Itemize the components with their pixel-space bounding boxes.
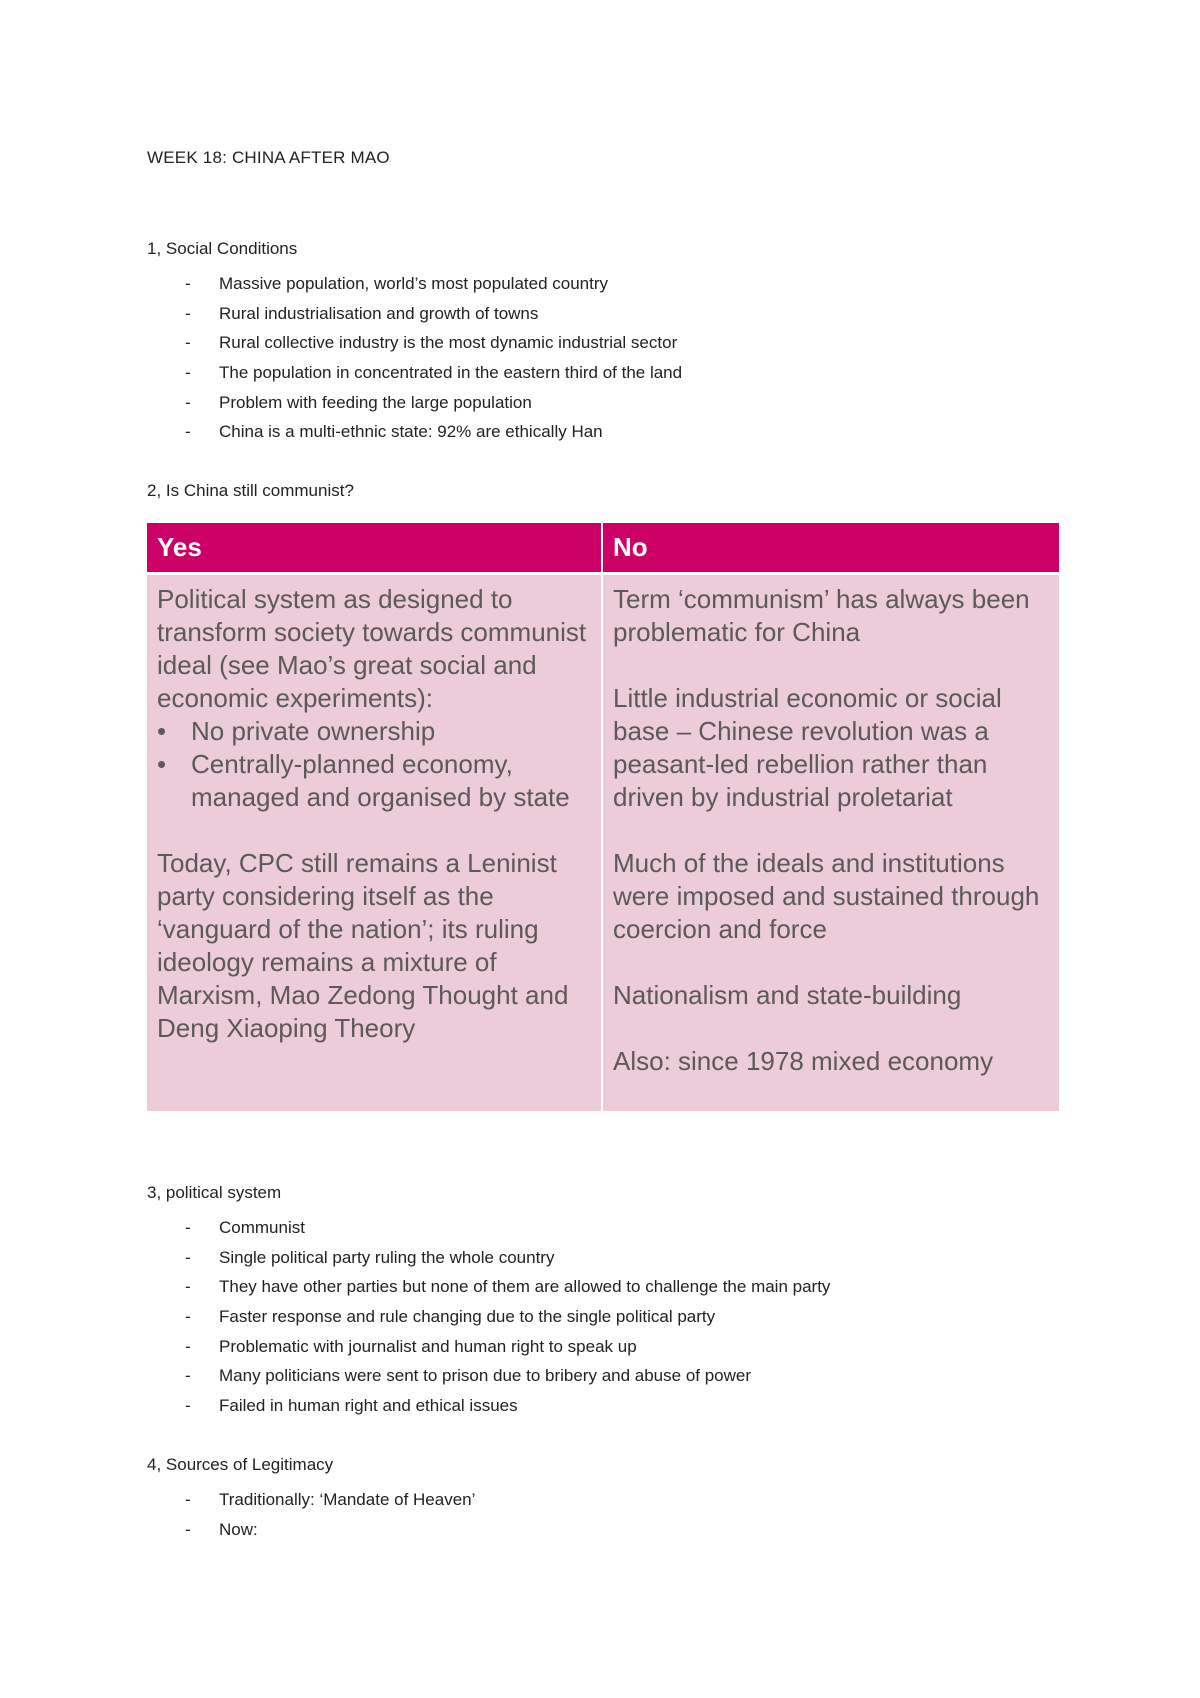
no-paragraph: Also: since 1978 mixed economy (613, 1046, 994, 1076)
spacer (613, 1012, 1049, 1045)
no-paragraph: Little industrial economic or social base – Chinese revolution was a peasant-led rebellion rather than driven by industrial proletariat (613, 683, 1002, 812)
cell-no (603, 575, 1059, 1111)
list-item: - China is a multi-ethnic state: 92% are ethically Han (147, 417, 682, 447)
list-item: - Communist (147, 1213, 830, 1243)
list-item: - Faster response and rule changing due to the single political party (147, 1302, 830, 1332)
list-item: - Rural industrialisation and growth of towns (147, 299, 682, 329)
no-paragraph: Nationalism and state-building (613, 980, 962, 1010)
list-item: - Problematic with journalist and human right to speak up (147, 1332, 830, 1362)
political-system-list (147, 1213, 830, 1421)
cell-yes (147, 575, 603, 1111)
bullet-dot: • (157, 716, 167, 746)
spacer (613, 814, 1049, 847)
dash-marker: - (185, 1307, 191, 1327)
spacer (613, 946, 1049, 979)
comparison-table (147, 523, 1059, 1111)
page-title: WEEK 18: CHINA AFTER MAO (147, 148, 390, 167)
no-paragraph: Term ‘communism’ has always been problematic for China (613, 584, 1030, 647)
list-item: - They have other parties but none of them are allowed to challenge the main party (147, 1272, 830, 1302)
yes-outro: Today, CPC still remains a Leninist party considering itself as the ‘vanguard of the nation’; its ruling ideology remains a mixture of Marxism, Mao Zedong Thought and Deng Xiaoping Theory (157, 848, 569, 1043)
dash-marker: - (185, 1396, 191, 1416)
list-item: - Traditionally: ‘Mandate of Heaven’ (147, 1485, 475, 1515)
list-item: - Many politicians were sent to prison due to bribery and abuse of power (147, 1361, 830, 1391)
dash-marker: - (185, 363, 191, 383)
dash-marker: - (185, 333, 191, 353)
section-heading-legitimacy: 4, Sources of Legitimacy (147, 1455, 334, 1474)
dash-marker: - (185, 1277, 191, 1297)
bullet-dot: • (157, 749, 167, 779)
yes-intro: Political system as designed to transform society towards communist ideal (see Mao’s great social and economic experiments): (157, 584, 587, 713)
list-item: - Rural collective industry is the most dynamic industrial sector (147, 328, 682, 358)
dash-marker: - (185, 303, 191, 323)
section-heading-communist: 2, Is China still communist? (147, 481, 354, 500)
dash-marker: - (185, 392, 191, 412)
header-yes: Yes (147, 523, 603, 575)
social-conditions-list (147, 269, 682, 447)
list-item: • Centrally-planned economy, managed and organised by state (157, 749, 570, 812)
list-item: - Massive population, world’s most populated country (147, 269, 682, 299)
list-item: - Problem with feeding the large population (147, 388, 682, 418)
dash-marker: - (185, 274, 191, 293)
dash-marker: - (185, 1519, 191, 1539)
spacer (157, 814, 591, 847)
no-paragraph: Much of the ideals and institutions were imposed and sustained through coercion and force (613, 848, 1040, 944)
list-item: - Now: (147, 1515, 475, 1545)
dash-marker: - (185, 1247, 191, 1267)
dash-marker: - (185, 1218, 191, 1237)
dash-marker: - (185, 1490, 191, 1509)
list-item: - Failed in human right and ethical issues (147, 1391, 830, 1421)
list-item: - The population in concentrated in the eastern third of the land (147, 358, 682, 388)
list-item: • No private ownership (157, 716, 436, 746)
dash-marker: - (185, 1336, 191, 1356)
list-item: - Single political party ruling the whole country (147, 1243, 830, 1273)
section-heading-political: 3, political system (147, 1183, 282, 1202)
header-no: No (603, 523, 1059, 575)
legitimacy-list (147, 1485, 475, 1544)
dash-marker: - (185, 422, 191, 442)
table-row (147, 575, 1059, 1111)
section-heading-social: 1, Social Conditions (147, 239, 298, 258)
spacer (613, 649, 1049, 682)
yes-bullets (157, 715, 591, 814)
table-header-row (147, 523, 1059, 575)
dash-marker: - (185, 1366, 191, 1386)
